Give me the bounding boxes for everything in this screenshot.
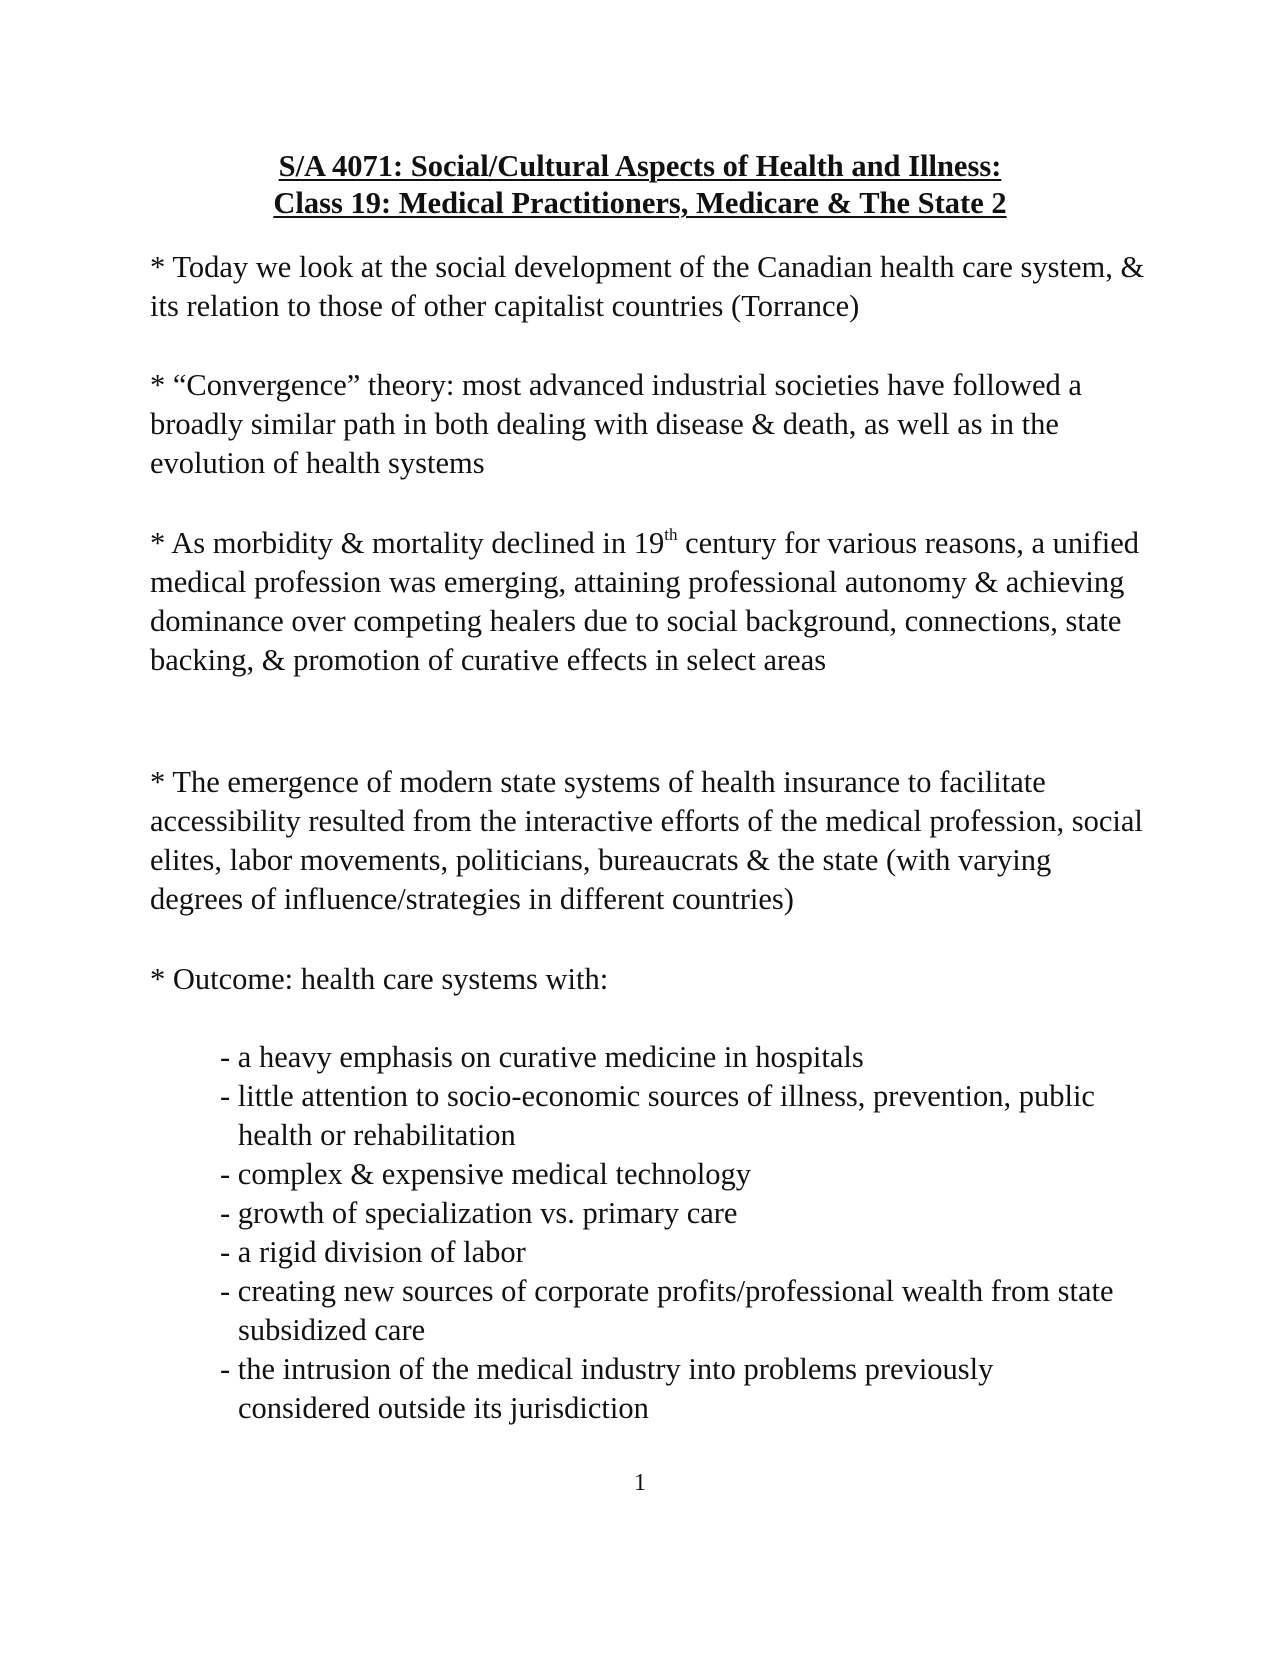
paragraph-morbidity-text-start: * As morbidity & mortality declined in 19 [150,526,665,560]
list-item: - complex & expensive medical technology [220,1157,752,1191]
list-item: - creating new sources of corporate profits/professional wealth from state subsidized care [220,1274,1114,1347]
paragraph-outcome: * Outcome: health care systems with: [150,962,609,996]
outcome-list [220,1038,1120,1428]
list-item: - a rigid division of labor [220,1235,526,1269]
list-item: - growth of specialization vs. primary care [220,1196,738,1230]
title-line-class: Class 19: Medical Practitioners, Medicare & The State 2 [273,186,1007,220]
paragraph-today: * Today we look at the social development of the Canadian health care system, & its relation to those of other capitalist countries (Torrance) [150,250,1145,323]
list-item: - little attention to socio-economic sources of illness, prevention, public health or rehabilitation [220,1079,1095,1152]
paragraph-morbidity-text-end: century for various reasons, a unified medical profession was emerging, attaining professional autonomy & achieving dominance over competing healers due to social background, connections, state backing, & promotion of curative effects in select areas [150,526,1140,677]
list-item: - the intrusion of the medical industry into problems previously considered outside its jurisdiction [220,1352,994,1425]
document-title [0,148,1280,222]
list-item: - a heavy emphasis on curative medicine in hospitals [220,1040,864,1074]
paragraph-convergence-theory: * “Convergence” theory: most advanced industrial societies have followed a broadly similar path in both dealing with disease & death, as well as in the evolution of health systems [150,368,1082,480]
superscript-th: th [664,525,678,544]
page-number: 1 [634,1470,646,1496]
paragraph-state-health-insurance: * The emergence of modern state systems of health insurance to facilitate accessibility resulted from the interactive efforts of the medical profession, social elites, labor movements, politicians, bureaucrats & the state (with varying degrees of influence/strategies in different countries) [150,765,1143,916]
title-line-course: S/A 4071: Social/Cultural Aspects of Health and Illness: [278,149,1002,183]
paragraph-morbidity-mortality [150,524,1150,680]
